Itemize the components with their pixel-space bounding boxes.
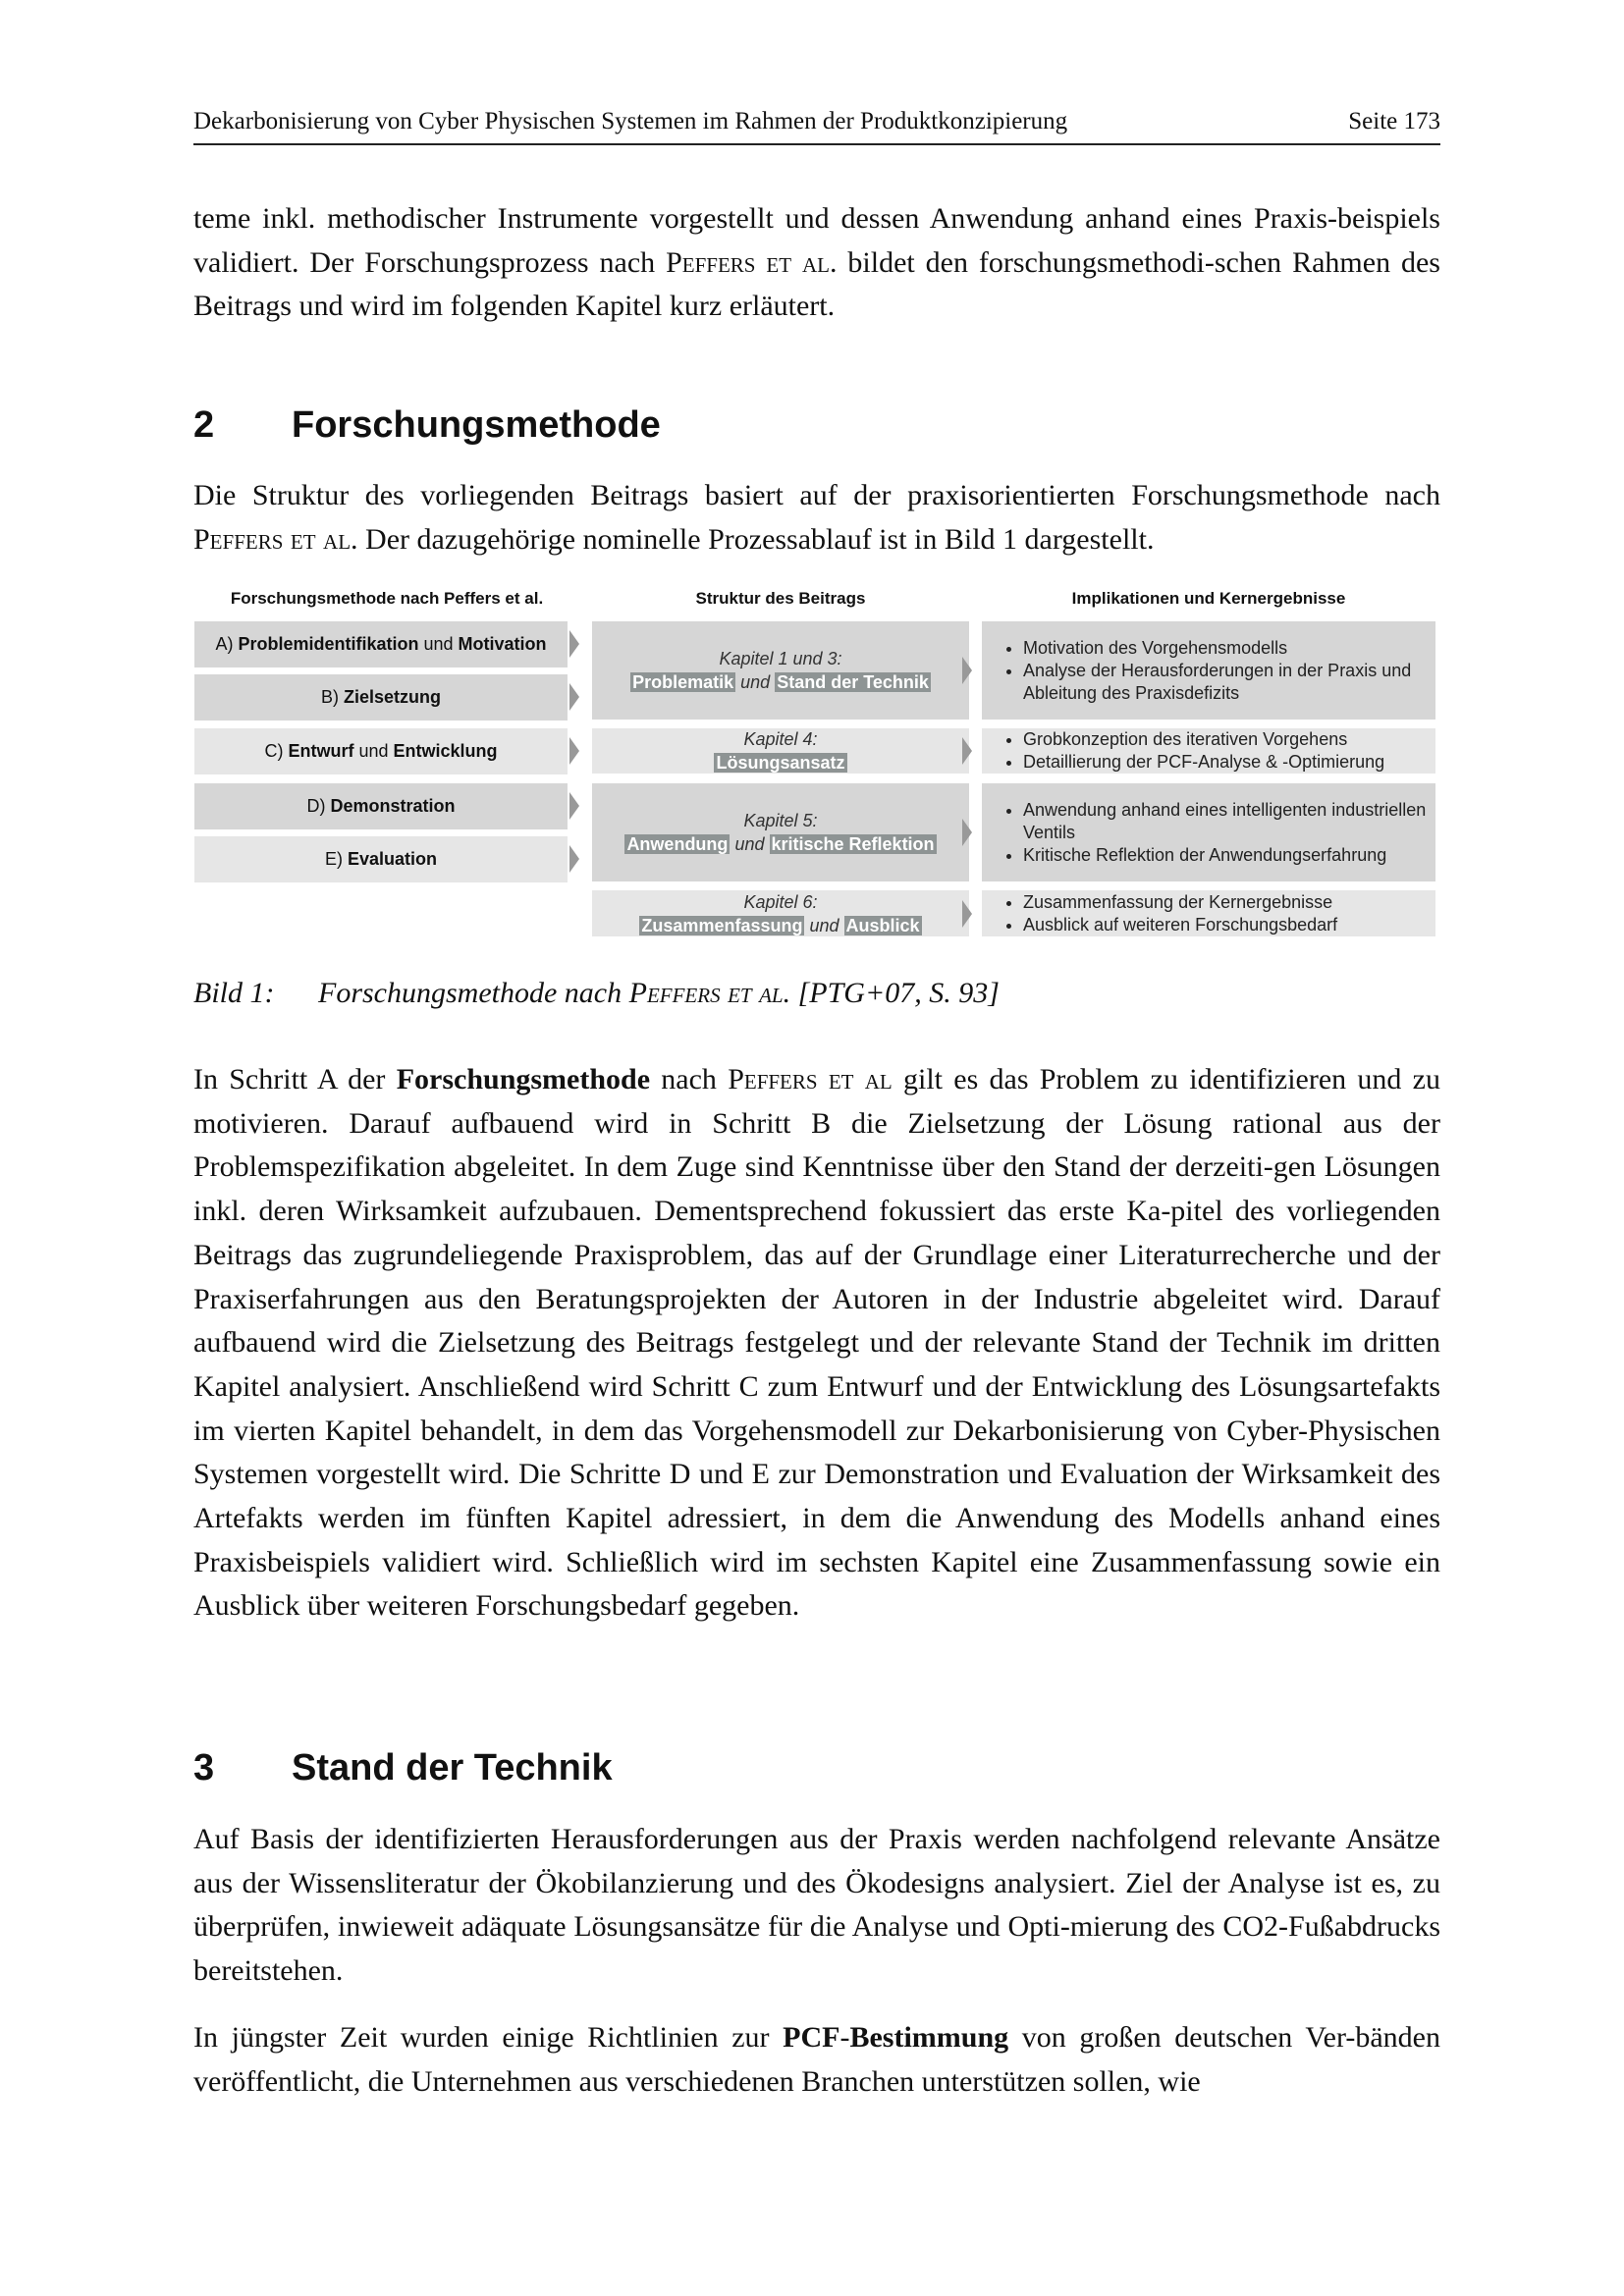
step-letter: C) bbox=[264, 741, 289, 761]
text: gilt es das Problem zu identifizieren und zu motivieren. Darauf aufbauend wird in Schritt B die Zielsetzung der Lösung rational aus der Problemspezifikation abgeleitet. In dem Zuge sind Kenntnisse über den Stand der derzeiti-gen Lösungen inkl. deren Wirksamkeit aufzubauen. Dementsprechend fokussiert das erste Ka-pitel des vorliegenden Beitrags das zugrundeliegende Praxisproblem, das auf der Grundlage einer Literaturrecherche und der Praxiserfahrungen aus den Beratungsprojekten der Autoren in der Industrie abgeleitet wird. Darauf aufbauend wird die Zielsetzung des Beitrags festgelegt und der relevante Stand der Technik im dritten Kapitel analysiert. Anschließend wird Schritt C zum Entwurf und der Entwicklung des Lösungsartefakts im vierten Kapitel behandelt, in dem das Vorgehensmodell zur Dekarbonisierung von Cyber-Physischen Systemen vorgestellt wird. Die Schritte D und E zur Demonstration und Evaluation der Wirksamkeit des Artefakts werden im fünften Kapitel adressiert, in dem die Anwendung des Modells anhand eines Praxisbeispiels validiert wird. Schließlich wird im sechsten Kapitel eine Zusammenfassung sowie ein Ausblick über weiteren Forschungsbedarf gegeben. bbox=[193, 1063, 1440, 1623]
step-term: Evaluation bbox=[347, 849, 438, 869]
chapter-block bbox=[592, 783, 969, 881]
arrow-right-icon bbox=[962, 657, 972, 684]
text: . [PTG+07, S. 93] bbox=[783, 977, 1000, 1009]
result-item: • Detaillierung der PCF-Analyse & -Optimierung bbox=[1023, 751, 1435, 774]
arrow-right-icon bbox=[569, 737, 579, 765]
step-term: Demonstration bbox=[330, 796, 456, 816]
result-item: • Kritische Reflektion der Anwendungserfahrung bbox=[1023, 844, 1435, 867]
section-number: 2 bbox=[193, 404, 215, 446]
step-term: Entwurf bbox=[288, 741, 354, 761]
connector: und bbox=[740, 672, 771, 692]
arrow-right-icon bbox=[962, 737, 972, 765]
arrow-right-icon bbox=[962, 819, 972, 846]
arrow-right-icon bbox=[569, 792, 579, 820]
chapter-topic: Anwendung bbox=[626, 834, 729, 854]
result-item: • Motivation des Vorgehensmodells bbox=[1023, 637, 1435, 660]
chapter-topic: Zusammenfassung bbox=[641, 915, 803, 935]
result-item: • Ausblick auf weiteren Forschungsbedarf bbox=[1023, 914, 1435, 936]
arrow-right-icon bbox=[569, 683, 579, 711]
connector: und bbox=[734, 834, 765, 854]
chapter-label: Kapitel 4: bbox=[743, 729, 818, 749]
step-letter: E) bbox=[324, 849, 348, 869]
chapter-topic: Problematik bbox=[632, 672, 734, 692]
paragraph-intro bbox=[193, 197, 1440, 329]
result-block bbox=[982, 890, 1435, 936]
text: In jüngster Zeit wurden einige Richtlinien zur bbox=[193, 2021, 784, 2054]
method-step bbox=[194, 621, 568, 667]
method-step bbox=[194, 728, 568, 774]
bold-term: Forschungsmethode bbox=[396, 1063, 651, 1095]
text: . bildet den forschungsmethodi-schen Rahmen des Beitrags und wird im folgenden Kapitel kurz erläutert. bbox=[193, 245, 1440, 323]
method-step bbox=[194, 674, 568, 721]
text: . Der dazugehörige nominelle Prozessablauf ist in Bild 1 dargestellt. bbox=[351, 522, 1155, 556]
paragraph-method bbox=[193, 474, 1440, 561]
result-item: • Anwendung anhand eines intelligenten industriellen Ventils bbox=[1023, 799, 1435, 844]
chapter-label: Kapitel 5: bbox=[743, 811, 818, 830]
step-connector: und bbox=[418, 634, 459, 654]
paragraph-state-of-art: Auf Basis der identifizierten Herausforderungen aus der Praxis werden nachfolgend relevante Ansätze aus der Wissensliteratur der Ökobilanzierung und des Ökodesigns analysiert. Ziel der Analyse ist es, zu überprüfen, inwieweit adäquate Lösungsansätze für die Analyse und Opti-mierung des CO2-Fußabdrucks bereitstehen. bbox=[193, 1823, 1440, 1988]
chapter-topic: Lösungsansatz bbox=[716, 753, 845, 773]
result-item: • Grobkonzeption des iterativen Vorgehens bbox=[1023, 728, 1435, 751]
result-block bbox=[982, 783, 1435, 881]
chapter-block bbox=[592, 728, 969, 774]
arrow-right-icon bbox=[569, 630, 579, 658]
text: Forschungsmethode nach bbox=[318, 977, 629, 1009]
result-block bbox=[982, 728, 1435, 774]
text: Die Struktur des vorliegenden Beitrags basiert auf der praxisorientierten Forschungsmethode nach bbox=[193, 479, 1440, 511]
section-number: 3 bbox=[193, 1747, 215, 1789]
caption-label: Bild 1: bbox=[193, 977, 275, 1009]
header-title: Dekarbonisierung von Cyber Physischen Systemen im Rahmen der Produktkonzipierung bbox=[193, 108, 1068, 134]
running-header bbox=[193, 108, 1440, 145]
chapter-label: Kapitel 6: bbox=[743, 891, 818, 912]
arrow-right-icon bbox=[569, 845, 579, 873]
page-number: Seite 173 bbox=[1348, 108, 1440, 134]
chapter-topic: kritische Reflektion bbox=[771, 834, 935, 854]
author-ref: Peffers et al bbox=[728, 1063, 893, 1095]
step-term: Zielsetzung bbox=[344, 687, 442, 707]
step-term: Entwicklung bbox=[393, 741, 498, 761]
section-heading-2 bbox=[193, 404, 661, 447]
text: - bbox=[839, 2021, 850, 2054]
section-title: Stand der Technik bbox=[292, 1747, 613, 1789]
chapter-topic: Stand der Technik bbox=[777, 672, 929, 692]
step-term: Problemidentifikation bbox=[238, 634, 419, 654]
text: nach bbox=[650, 1063, 729, 1095]
figure-caption bbox=[193, 977, 1000, 1010]
result-item: • Zusammenfassung der Kernergebnisse bbox=[1023, 891, 1435, 914]
column-header: Forschungsmethode nach Peffers et al. bbox=[230, 589, 544, 608]
author-ref: Peffers et al bbox=[628, 977, 784, 1009]
result-item: • Analyse der Herausforderungen in der Praxis und Ableitung des Praxisdefizits bbox=[1023, 660, 1435, 705]
step-connector: und bbox=[353, 741, 394, 761]
author-ref: Peffers et al bbox=[193, 522, 352, 556]
method-step bbox=[194, 836, 568, 882]
bold-term: Bestimmung bbox=[849, 2021, 1009, 2054]
text: In Schritt A der bbox=[193, 1063, 397, 1095]
chapter-topic: Ausblick bbox=[845, 915, 920, 935]
step-letter: D) bbox=[306, 796, 331, 816]
chapter-label: Kapitel 1 und 3: bbox=[719, 649, 842, 668]
chapter-block bbox=[592, 621, 969, 720]
method-step bbox=[194, 783, 568, 829]
chapter-block bbox=[592, 890, 969, 936]
connector: und bbox=[809, 915, 839, 935]
step-term: Motivation bbox=[458, 634, 547, 654]
section-heading-3 bbox=[193, 1747, 613, 1789]
step-letter: A) bbox=[215, 634, 239, 654]
section-title: Forschungsmethode bbox=[292, 404, 661, 446]
paragraph-pcf bbox=[193, 2016, 1440, 2104]
column-header: Implikationen und Kernergebnisse bbox=[1071, 589, 1346, 608]
step-letter: B) bbox=[320, 687, 344, 707]
text: von großen deutschen Ver-bänden veröffentlicht, die Unternehmen aus verschiedenen Branchen unterstützen sollen, wie bbox=[193, 2021, 1440, 2098]
author-ref: Peffers et al bbox=[666, 245, 830, 279]
text: teme inkl. methodischer Instrumente vorgestellt und dessen Anwendung anhand eines Praxis-beispiels validiert. Der Forschungsprozess nach bbox=[193, 202, 1440, 279]
column-header: Struktur des Beitrags bbox=[695, 589, 866, 608]
result-block bbox=[982, 621, 1435, 720]
bold-term: PCF bbox=[783, 2021, 840, 2054]
arrow-right-icon bbox=[962, 900, 972, 928]
paragraph-steps bbox=[193, 1058, 1440, 1629]
